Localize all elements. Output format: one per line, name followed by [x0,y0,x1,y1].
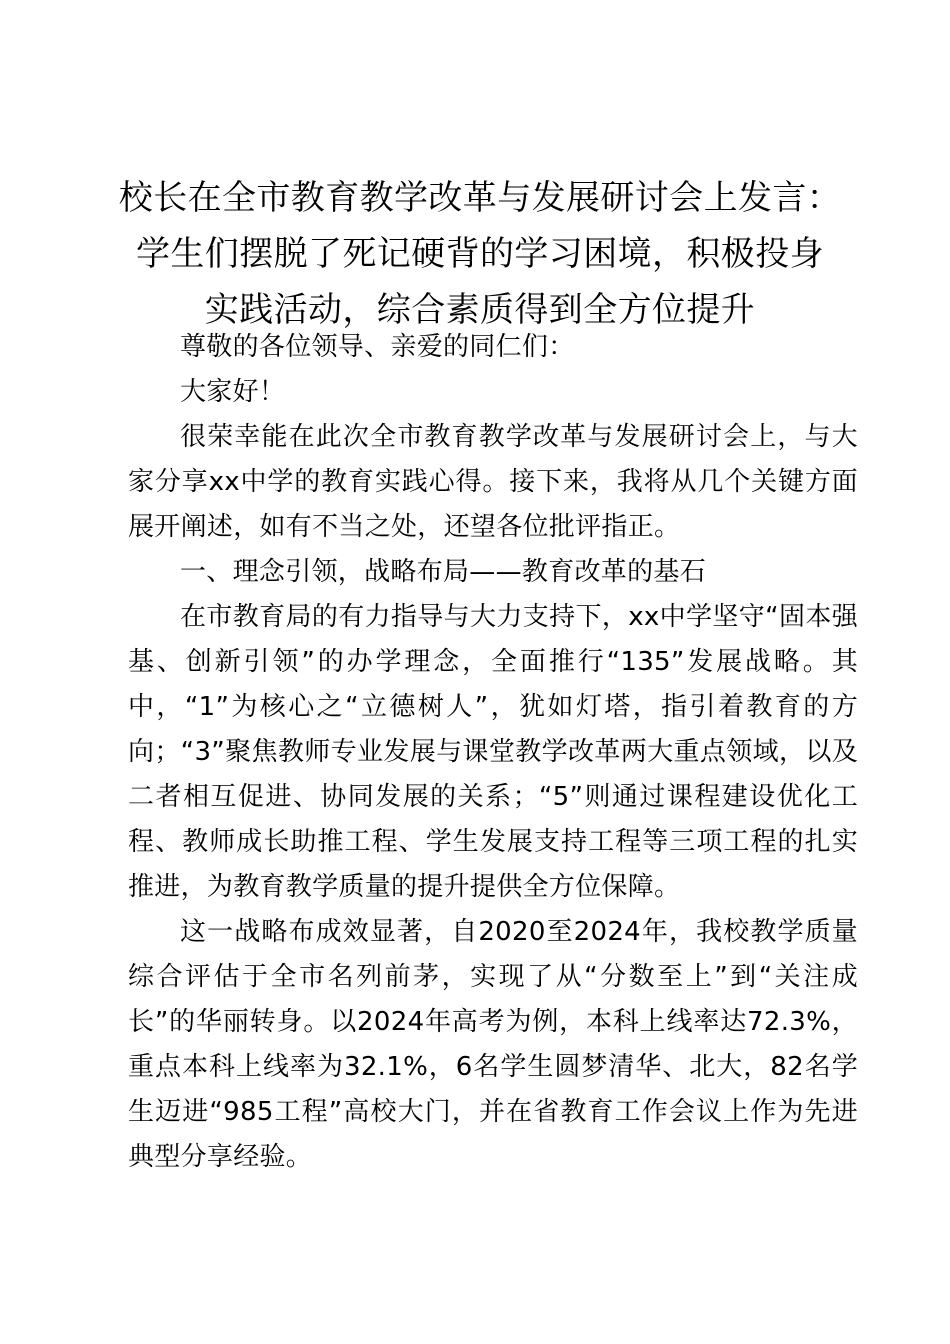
intro-paragraph: 很荣幸能在此次全市教育教学改革与发展研讨会上，与大家分享xx中学的教育实践心得。接下来，我将从几个关键方面展开阐述，如有不当之处，还望各位批评指正。 [128,422,858,542]
results-paragraph: 这一战略布成效显著，自2020至2024年，我校教学质量综合评估于全市名列前茅，实现了从“分数至上”到“关注成长”的华丽转身。以2024年高考为例，本科上线率达72.3%，重点本科上线率为32.1%，6名学生圆梦清华、北大，82名学生迈进“985工程”高校大门，并在省教育工作会议上作为先进典型分享经验。 [128,917,858,1172]
title-line-3: 实践活动，综合素质得到全方位提升 [204,290,756,330]
title-line-2: 学生们摆脱了死记硬背的学习困境，积极投身 [136,234,824,274]
section-heading: 一、理念引领，战略布局——教育改革的基石 [180,557,707,587]
document-title [100,170,860,338]
document-body [128,325,858,1180]
title-line-1: 校长在全市教育教学改革与发展研讨会上发言： [118,178,842,218]
salutation: 尊敬的各位领导、亲爱的同仁们： [180,332,575,362]
greeting: 大家好！ [180,377,286,407]
strategy-paragraph: 在市教育局的有力指导与大力支持下，xx中学坚守“固本强基、创新引领”的办学理念，全面推行“135”发展战略。其中，“1”为核心之“立德树人”，犹如灯塔，指引着教育的方向；“3”聚焦教师专业发展与课堂教学改革两大重点领域，以及二者相互促进、协同发展的关系；“5”则通过课程建设优化工程、教师成长助推工程、学生发展支持工程等三项工程的扎实推进，为教育教学质量的提升提供全方位保障。 [128,602,858,902]
